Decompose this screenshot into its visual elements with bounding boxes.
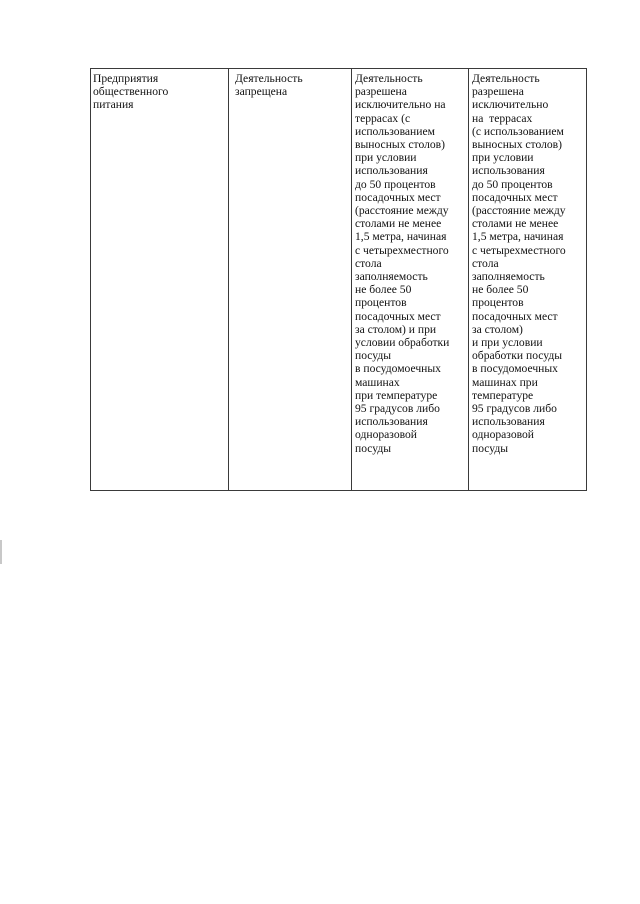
cell-line: (расстояние между: [355, 204, 449, 218]
cell-line: общественного: [93, 85, 169, 99]
cell-category: [91, 69, 229, 491]
cell-line: стола: [355, 256, 382, 270]
cell-line: одноразовой: [472, 428, 535, 442]
cell-line: заполняемость: [472, 270, 545, 284]
cell-line: до 50 процентов: [355, 177, 436, 191]
cell-line: (расстояние между: [472, 204, 566, 218]
cell-line: в посудомоечных: [355, 362, 441, 376]
cell-line: при температуре: [355, 388, 438, 402]
cell-line: выносных столов): [472, 138, 563, 152]
cell-line: до 50 процентов: [472, 177, 553, 191]
cell-line: в посудомоечных: [472, 362, 558, 376]
cell-line: выносных столов): [355, 138, 446, 152]
cell-line: на террасах: [472, 111, 533, 125]
cell-line: столами не менее: [355, 217, 442, 231]
cell-line: машинах при: [472, 375, 538, 389]
cell-line: температуре: [472, 388, 534, 402]
cell-line: Деятельность: [235, 72, 303, 85]
cell-line: посуды: [355, 441, 392, 455]
cell-line: посуды: [472, 441, 509, 455]
cell-line: исключительно: [472, 98, 549, 112]
cell-line: при условии: [472, 151, 534, 165]
cell-line: Предприятия: [93, 72, 159, 85]
cell-line: обработки посуды: [472, 349, 563, 363]
cell-line: посадочных мест: [472, 190, 558, 204]
cell-line: посадочных мест: [355, 309, 441, 323]
cell-line: 1,5 метра, начиная: [472, 230, 564, 244]
cell-level-1: [229, 69, 352, 491]
cell-line: 95 градусов либо: [355, 402, 440, 416]
cell-line: посуды: [355, 349, 392, 363]
cell-line: использования: [355, 415, 428, 429]
cell-line: одноразовой: [355, 428, 418, 442]
cell-line: 95 градусов либо: [472, 402, 557, 416]
cell-line: процентов: [355, 296, 407, 310]
table-row: [91, 69, 587, 491]
cell-line: запрещена: [235, 85, 288, 99]
cell-line: столами не менее: [472, 217, 559, 231]
cell-line: Деятельность: [355, 72, 423, 85]
cell-line: посадочных мест: [472, 309, 558, 323]
cell-level-3: [469, 69, 587, 491]
cell-line: разрешена: [472, 85, 524, 99]
cell-line: использования: [472, 415, 545, 429]
cell-line: условии обработки: [355, 336, 450, 350]
cell-line: посадочных мест: [355, 190, 441, 204]
cell-line: стола: [472, 256, 499, 270]
cell-line: за столом): [472, 322, 523, 336]
cell-line: использования: [355, 164, 428, 178]
cell-level-2: [352, 69, 469, 491]
cell-line: террасах (с: [355, 111, 411, 125]
cell-line: за столом) и при: [355, 322, 437, 336]
cell-line: при условии: [355, 151, 417, 165]
cell-line: (с использованием: [472, 124, 564, 138]
cell-line: и при условии: [472, 336, 543, 350]
cell-line: с четырехместного: [355, 243, 449, 257]
cell-line: использования: [472, 164, 545, 178]
cell-line: разрешена: [355, 85, 407, 99]
cell-line: питания: [93, 98, 134, 112]
cell-line: не более 50: [472, 283, 529, 297]
cell-line: с четырехместного: [472, 243, 566, 257]
cell-line: 1,5 метра, начиная: [355, 230, 447, 244]
cell-line: не более 50: [355, 283, 412, 297]
cell-line: Деятельность: [472, 72, 540, 85]
cell-line: исключительно на: [355, 98, 446, 112]
restrictions-table: [90, 68, 587, 491]
cell-line: заполняемость: [355, 270, 428, 284]
scan-edge-mark: [0, 540, 2, 564]
cell-line: машинах: [355, 375, 400, 389]
cell-line: использованием: [355, 124, 435, 138]
cell-line: процентов: [472, 296, 524, 310]
